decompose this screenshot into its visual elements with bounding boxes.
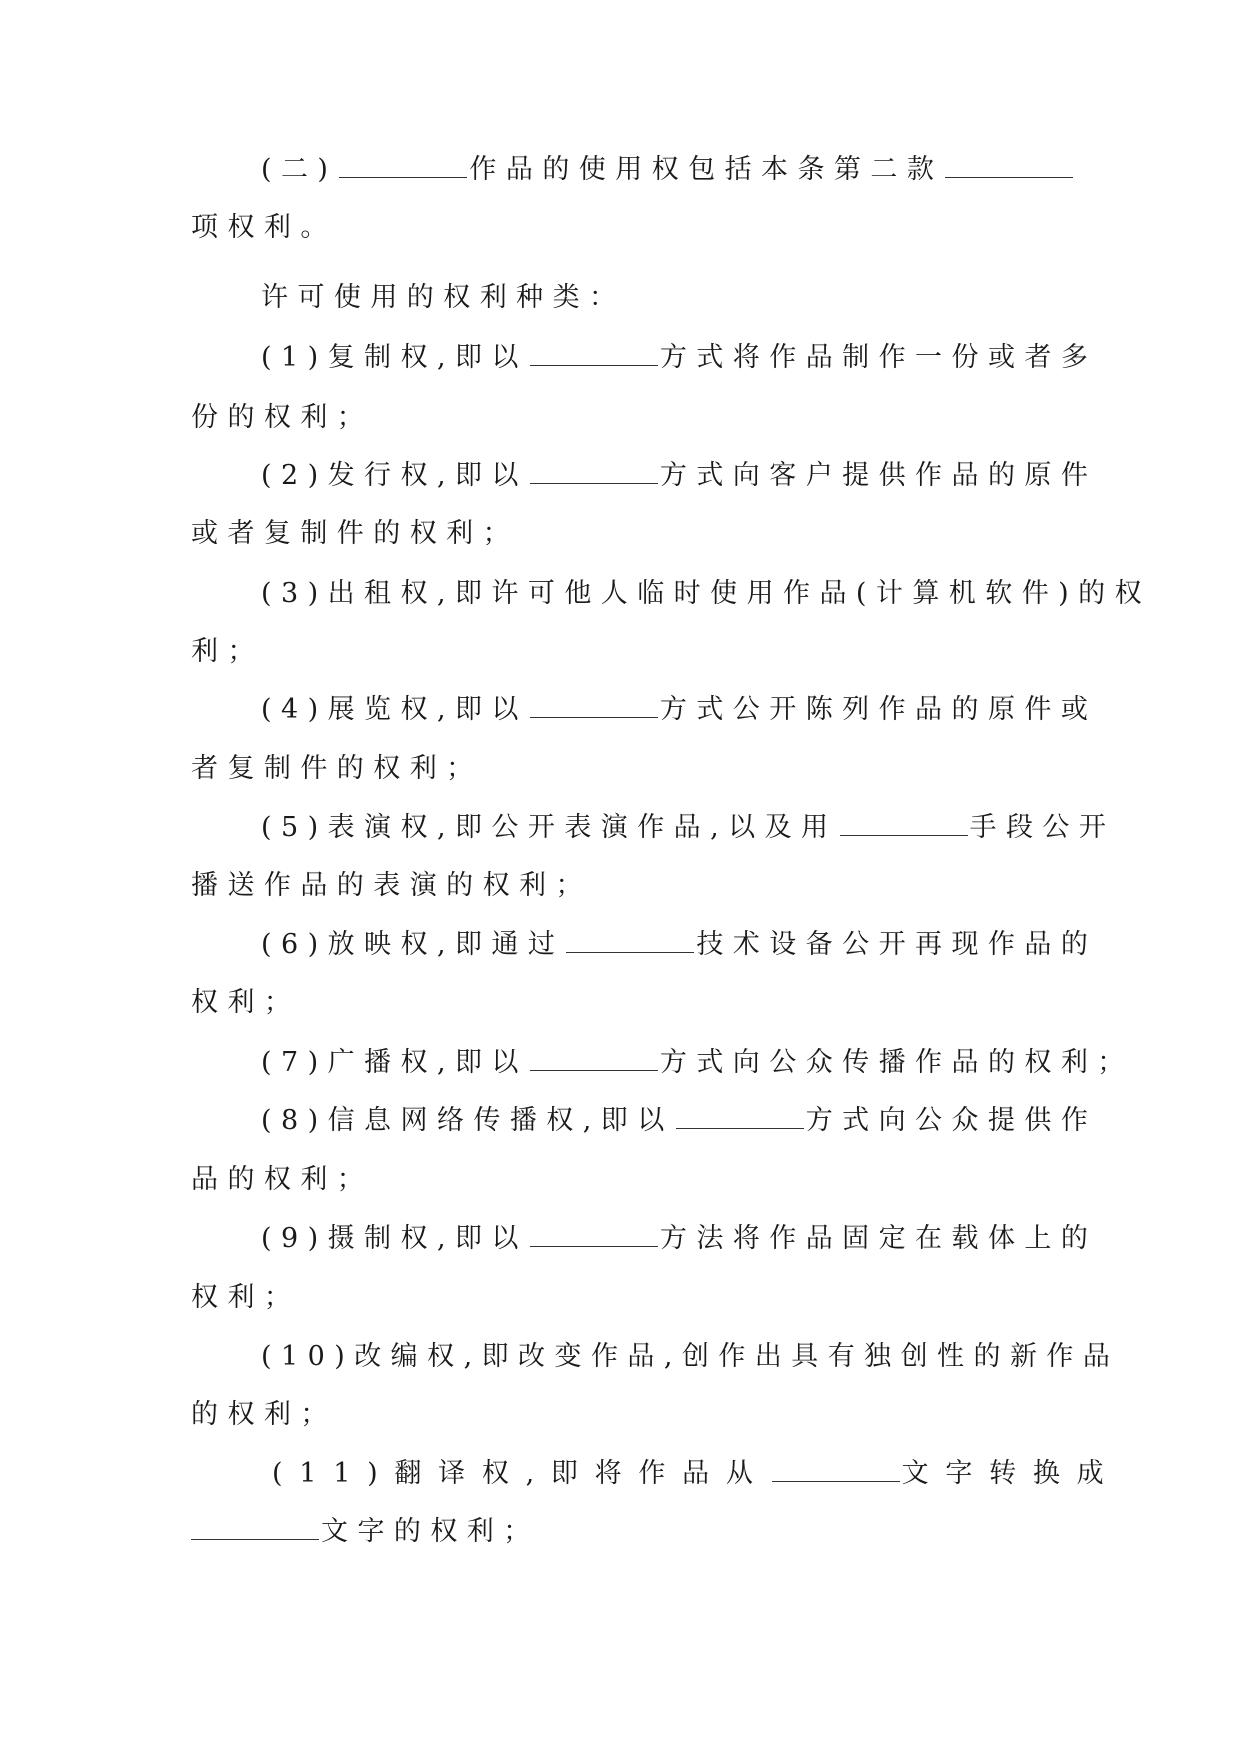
fill-blank[interactable] [772,1455,900,1482]
text-segment: 技术设备公开再现作品的 [696,929,1098,960]
item-6-continuation: 权利； [191,987,301,1018]
item-4-line [261,690,1097,730]
item-3-continuation: 利； [191,636,264,667]
fill-blank[interactable] [945,151,1073,178]
item-9-line [261,1219,1097,1259]
text-segment: 方式向客户提供作品的原件 [659,460,1098,491]
text-segment: (7)广播权,即以 [261,1047,528,1078]
item-2-continuation: 或者复制件的权利； [191,518,520,549]
text-segment: 文字转换成 [901,1458,1121,1489]
clause-2-continuation: 项权利。 [191,212,337,243]
item-11-continuation [191,1512,540,1552]
fill-blank[interactable] [530,339,658,366]
text-segment: 方式向公众传播作品的权利； [659,1047,1134,1078]
fill-blank[interactable] [530,457,658,484]
text-segment: (2)发行权,即以 [261,460,528,491]
text-segment: 作品的使用权包括本条第二款 [469,154,944,185]
clause-2-line [261,150,1075,190]
text-segment: (6)放映权,即通过 [261,929,565,960]
text-segment: 方式向公众提供作 [805,1105,1098,1136]
item-5-line [261,808,1115,848]
text-segment: 手段公开 [969,812,1116,843]
item-8-line [261,1101,1097,1141]
text-segment: (5)表演权,即公开表演作品,以及用 [261,812,838,843]
fill-blank[interactable] [339,151,467,178]
item-5-continuation: 播送作品的表演的权利； [191,870,592,901]
text-segment: (1)复制权,即以 [261,342,528,373]
item-2-line [261,456,1097,496]
fill-blank[interactable] [676,1102,804,1129]
text-segment: (二) [261,154,338,185]
text-segment: 方式将作品制作一份或者多 [659,342,1098,373]
text-segment: 方法将作品固定在载体上的 [659,1223,1098,1254]
fill-blank[interactable] [530,1044,658,1071]
rights-types-heading: 许可使用的权利种类： [261,282,626,313]
item-4-continuation: 者复制件的权利； [191,753,483,784]
item-3-line: (3)出租权,即许可他人临时使用作品(计算机软件)的权 [261,578,1152,609]
item-11-line [272,1454,1120,1494]
text-segment: (9)摄制权,即以 [261,1223,528,1254]
fill-blank[interactable] [530,691,658,718]
text-segment: (11)翻译权,即将作品从 [272,1458,770,1489]
text-segment: 方式公开陈列作品的原件或 [659,694,1098,725]
item-9-continuation: 权利； [191,1282,301,1313]
item-10-continuation: 的权利； [191,1399,337,1430]
text-segment: (4)展览权,即以 [261,694,528,725]
fill-blank[interactable] [840,809,968,836]
item-8-continuation: 品的权利； [191,1164,374,1195]
fill-blank[interactable] [566,926,694,953]
item-1-continuation: 份的权利； [191,402,374,433]
fill-blank[interactable] [530,1220,658,1247]
fill-blank[interactable] [191,1513,319,1540]
item-6-line [261,925,1097,965]
item-7-line [261,1043,1134,1083]
item-10-line: (10)改编权,即改变作品,创作出具有独创性的新作品 [261,1341,1120,1372]
item-1-line [261,338,1097,378]
text-segment: (8)信息网络传播权,即以 [261,1105,674,1136]
text-segment: 文字的权利； [321,1516,540,1547]
